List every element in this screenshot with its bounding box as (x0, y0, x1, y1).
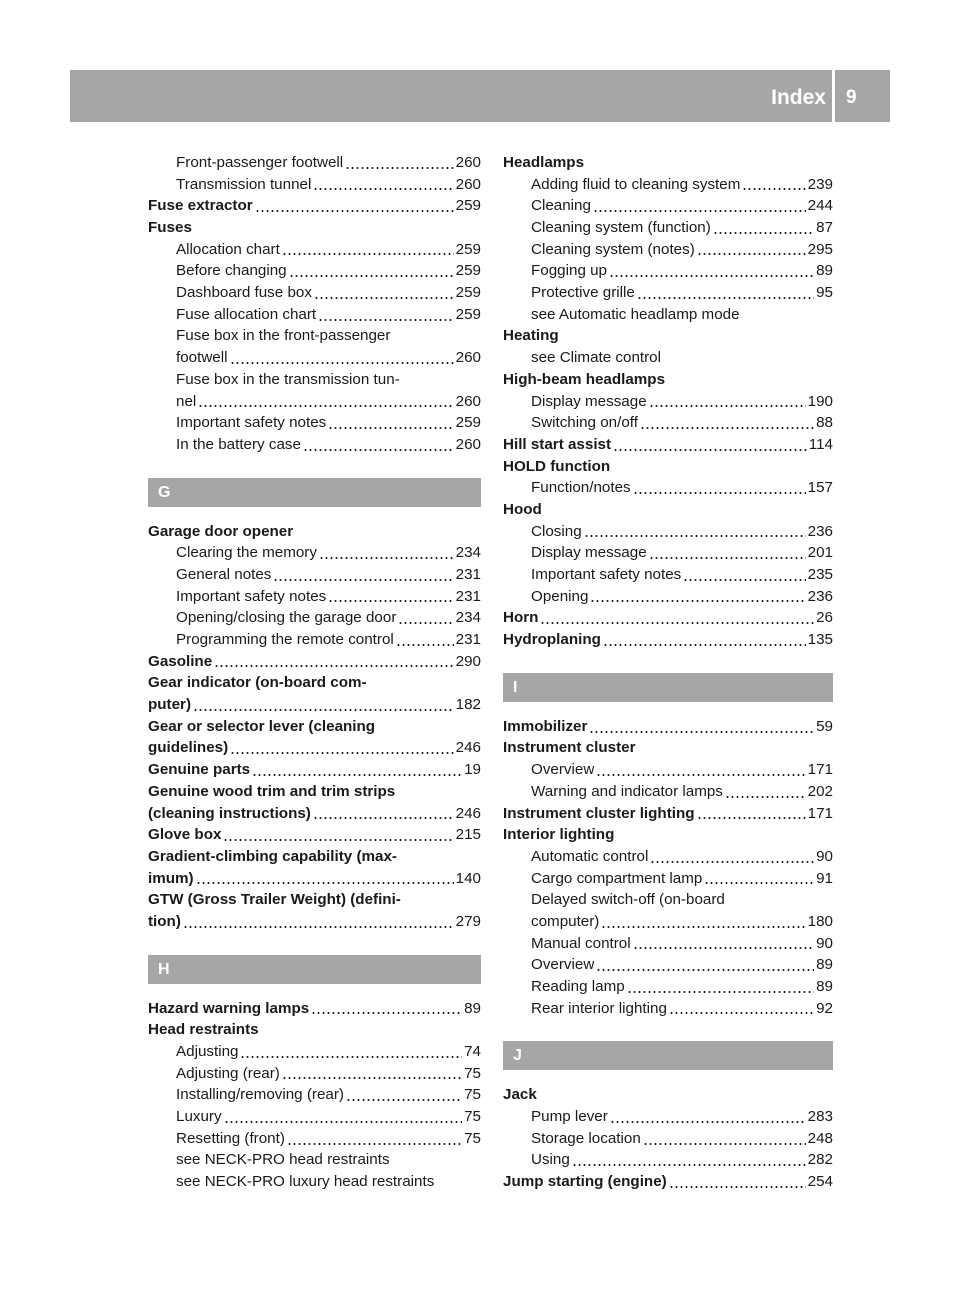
entry-label: Opening/closing the garage door (176, 609, 397, 627)
dot-leader (328, 427, 453, 429)
dot-leader (596, 774, 805, 776)
index-entry[interactable] (503, 629, 833, 651)
entry-page-number: 88 (816, 414, 833, 432)
index-entry[interactable] (503, 803, 833, 825)
dot-leader (601, 926, 805, 928)
dot-leader (273, 579, 453, 581)
dot-leader (713, 232, 814, 234)
entry-label: Hazard warning lamps (148, 999, 310, 1017)
index-column-left (148, 152, 481, 1193)
index-subentry (148, 326, 481, 348)
entry-label: see Automatic headlamp mode (531, 305, 740, 323)
index-entry (503, 456, 833, 478)
entry-label: Dashboard fuse box (176, 284, 312, 302)
index-entry (148, 217, 481, 239)
dot-leader (183, 926, 454, 928)
entry-label: Genuine wood trim and trim strips (148, 782, 396, 800)
entry-page-number: 254 (807, 1173, 833, 1191)
index-subentry[interactable] (148, 1128, 481, 1150)
entry-label: GTW (Gross Trailer Weight) (defini- (148, 891, 401, 909)
index-subentry (503, 304, 833, 326)
index-subentry[interactable] (148, 239, 481, 261)
entry-page-number: 202 (807, 782, 833, 800)
index-subentry[interactable] (503, 868, 833, 890)
entry-label: Closing (531, 522, 582, 540)
entry-label: Display message (531, 392, 647, 410)
dot-leader (314, 297, 454, 299)
dot-leader (609, 275, 814, 277)
entry-page-number: 231 (455, 565, 481, 583)
dot-leader (196, 882, 454, 884)
index-subentry (503, 889, 833, 911)
dot-leader (697, 817, 806, 819)
entry-label: see NECK-PRO head restraints (176, 1151, 390, 1169)
index-subentry[interactable] (503, 477, 833, 499)
entry-page-number: 75 (464, 1129, 481, 1147)
index-entry[interactable] (148, 998, 481, 1020)
entry-page-number: 89 (816, 262, 833, 280)
entry-page-number: 246 (455, 739, 481, 757)
entry-label: Genuine parts (148, 761, 251, 779)
index-subentry[interactable] (503, 412, 833, 434)
entry-page-number: 75 (464, 1064, 481, 1082)
entry-page-number: 91 (816, 869, 833, 887)
entry-label: Headlamps (503, 153, 585, 171)
index-entry (148, 781, 481, 803)
dot-leader (603, 644, 806, 646)
index-entry (503, 738, 833, 760)
entry-page-number: 236 (807, 587, 833, 605)
dot-leader (240, 1056, 462, 1058)
index-entry[interactable] (148, 911, 481, 933)
index-subentry[interactable] (148, 542, 481, 564)
entry-label: Automatic control (531, 847, 649, 865)
dot-leader (643, 1143, 806, 1145)
entry-label: footwell (176, 349, 228, 367)
index-entry[interactable] (503, 716, 833, 738)
dot-leader (223, 839, 453, 841)
entry-label: see Climate control (531, 349, 661, 367)
dot-leader (287, 1143, 462, 1145)
dot-leader (649, 557, 806, 559)
index-subentry[interactable] (148, 412, 481, 434)
entry-label: Hood (503, 500, 542, 518)
dot-leader (725, 796, 806, 798)
index-subentry[interactable] (503, 976, 833, 998)
entry-label: Instrument cluster (503, 739, 636, 757)
dot-leader (704, 882, 814, 884)
dot-leader (589, 731, 814, 733)
entry-label: Fuse extractor (148, 197, 253, 215)
index-entry[interactable] (148, 824, 481, 846)
index-subentry[interactable] (503, 933, 833, 955)
entry-label: Hill start assist (503, 435, 612, 453)
index-subentry[interactable] (148, 1063, 481, 1085)
entry-page-number: 239 (807, 175, 833, 193)
entry-page-number: 234 (455, 609, 481, 627)
index-subentry[interactable] (503, 1106, 833, 1128)
dot-leader (637, 297, 814, 299)
entry-page-number: 215 (455, 826, 481, 844)
entry-label: HOLD function (503, 457, 611, 475)
index-subentry[interactable] (503, 998, 833, 1020)
index-subentry[interactable] (503, 282, 833, 304)
dot-leader (345, 167, 454, 169)
entry-label: Rear interior lighting (531, 999, 667, 1017)
page-number: 9 (846, 87, 857, 108)
index-subentry (148, 1171, 481, 1193)
index-entry (503, 499, 833, 521)
entry-label: (cleaning instructions) (148, 804, 311, 822)
index-subentry[interactable] (503, 260, 833, 282)
entry-page-number: 89 (816, 956, 833, 974)
entry-label: Gasoline (148, 652, 213, 670)
index-subentry[interactable] (148, 347, 481, 369)
entry-page-number: 59 (816, 717, 833, 735)
index-subentry[interactable] (503, 239, 833, 261)
index-entry[interactable] (148, 738, 481, 760)
dot-leader (313, 817, 454, 819)
index-subentry[interactable] (503, 542, 833, 564)
entry-label: Fuses (148, 219, 192, 237)
entry-label: nel (176, 392, 197, 410)
entry-label: Function/notes (531, 479, 631, 497)
entry-label: Front-passenger footwell (176, 153, 344, 171)
index-subentry[interactable] (503, 759, 833, 781)
dot-leader (669, 1012, 814, 1014)
index-entry (148, 889, 481, 911)
entry-label: Protective grille (531, 284, 635, 302)
dot-leader (193, 709, 454, 711)
entry-page-number: 248 (807, 1129, 833, 1147)
index-entry (503, 1084, 833, 1106)
dot-leader (590, 600, 805, 602)
entry-label: Cleaning system (notes) (531, 240, 695, 258)
entry-label: puter) (148, 696, 192, 714)
index-subentry[interactable] (148, 434, 481, 456)
entry-page-number: 90 (816, 847, 833, 865)
dot-leader (311, 1012, 462, 1014)
entry-label: Head restraints (148, 1021, 259, 1039)
entry-label: Allocation chart (176, 240, 280, 258)
index-subentry[interactable] (503, 521, 833, 543)
section-letter-h: H (148, 955, 481, 984)
entry-page-number: 259 (455, 262, 481, 280)
index-entry (148, 846, 481, 868)
index-subentry (503, 347, 833, 369)
dot-leader (328, 600, 453, 602)
index-entry[interactable] (148, 803, 481, 825)
entry-page-number: 260 (455, 392, 481, 410)
entry-page-number: 75 (464, 1108, 481, 1126)
dot-leader (633, 492, 806, 494)
index-entry (148, 521, 481, 543)
dot-leader (650, 861, 814, 863)
entry-label: Garage door opener (148, 522, 294, 540)
section-letter-g: G (148, 478, 481, 507)
dot-leader (198, 405, 453, 407)
index-subentry[interactable] (148, 304, 481, 326)
entry-page-number: 295 (807, 240, 833, 258)
dot-leader (282, 1077, 462, 1079)
entry-label: Interior lighting (503, 826, 615, 844)
entry-page-number: 259 (455, 414, 481, 432)
header-divider (832, 70, 835, 122)
dot-leader (596, 969, 814, 971)
entry-label: Fogging up (531, 262, 607, 280)
index-subentry[interactable] (148, 391, 481, 413)
dot-leader (683, 579, 805, 581)
dot-leader (593, 210, 806, 212)
entry-label: Display message (531, 544, 647, 562)
entry-label: In the battery case (176, 435, 301, 453)
index-subentry[interactable] (503, 1150, 833, 1172)
entry-page-number: 279 (455, 912, 481, 930)
index-subentry[interactable] (148, 282, 481, 304)
entry-page-number: 74 (464, 1043, 481, 1061)
entry-page-number: 135 (807, 631, 833, 649)
entry-label: Horn (503, 609, 539, 627)
dot-leader (319, 557, 454, 559)
entry-label: Immobilizer (503, 717, 588, 735)
entry-page-number: 246 (455, 804, 481, 822)
dot-leader (289, 275, 454, 277)
index-subentry[interactable] (503, 564, 833, 586)
entry-page-number: 235 (807, 566, 833, 584)
dot-leader (610, 1121, 806, 1123)
dot-leader (214, 665, 454, 667)
index-subentry[interactable] (503, 586, 833, 608)
dot-leader (346, 1099, 462, 1101)
index-entry[interactable] (503, 1171, 833, 1193)
entry-label: Fuse box in the front-passenger (176, 327, 391, 345)
dot-leader (396, 644, 454, 646)
entry-page-number: 236 (807, 522, 833, 540)
entry-label: Adding fluid to cleaning system (531, 175, 741, 193)
entry-label: Installing/removing (rear) (176, 1086, 344, 1104)
index-entry[interactable] (148, 694, 481, 716)
index-subentry[interactable] (503, 1128, 833, 1150)
entry-page-number: 89 (464, 999, 481, 1017)
entry-page-number: 95 (816, 284, 833, 302)
index-subentry[interactable] (148, 152, 481, 174)
entry-label: Important safety notes (176, 414, 327, 432)
index-entry[interactable] (503, 434, 833, 456)
entry-label: Clearing the memory (176, 544, 317, 562)
dot-leader (252, 774, 462, 776)
entry-label: Luxury (176, 1108, 222, 1126)
entry-label: computer) (531, 912, 600, 930)
entry-label: Glove box (148, 826, 222, 844)
entry-page-number: 260 (455, 435, 481, 453)
entry-page-number: 260 (455, 175, 481, 193)
dot-leader (640, 427, 814, 429)
index-entry[interactable] (148, 759, 481, 781)
entry-label: Programming the remote control (176, 631, 394, 649)
index-subentry[interactable] (503, 217, 833, 239)
entry-label: Jack (503, 1086, 537, 1104)
entry-label: Cleaning system (function) (531, 219, 711, 237)
index-subentry (148, 1150, 481, 1172)
entry-page-number: 231 (455, 587, 481, 605)
dot-leader (282, 253, 454, 255)
entry-label: Adjusting (176, 1043, 239, 1061)
dot-leader (584, 535, 806, 537)
dot-leader (230, 752, 453, 754)
entry-page-number: 244 (807, 197, 833, 215)
entry-page-number: 201 (807, 544, 833, 562)
dot-leader (313, 188, 453, 190)
entry-label: Transmission tunnel (176, 175, 312, 193)
entry-label: guidelines) (148, 739, 229, 757)
entry-page-number: 140 (455, 869, 481, 887)
entry-label: Cleaning (531, 197, 591, 215)
dot-leader (255, 210, 454, 212)
index-subentry[interactable] (148, 1041, 481, 1063)
dot-leader (697, 253, 806, 255)
entry-label: Delayed switch-off (on-board (531, 891, 725, 909)
entry-page-number: 259 (455, 305, 481, 323)
index-entry (148, 672, 481, 694)
index-entry (503, 152, 833, 174)
entry-page-number: 259 (455, 197, 481, 215)
entry-label: Cargo compartment lamp (531, 869, 703, 887)
entry-page-number: 259 (455, 284, 481, 302)
index-subentry[interactable] (503, 781, 833, 803)
entry-page-number: 19 (464, 761, 481, 779)
entry-label: Opening (531, 587, 589, 605)
index-subentry[interactable] (148, 586, 481, 608)
index-entry[interactable] (503, 607, 833, 629)
entry-label: Switching on/off (531, 414, 638, 432)
entry-label: Adjusting (rear) (176, 1064, 280, 1082)
dot-leader (669, 1186, 806, 1188)
dot-leader (572, 1164, 806, 1166)
entry-label: tion) (148, 912, 181, 930)
dot-leader (613, 449, 807, 451)
entry-label: Reading lamp (531, 978, 625, 996)
index-subentry[interactable] (148, 1084, 481, 1106)
entry-label: Important safety notes (531, 566, 682, 584)
index-entry (503, 824, 833, 846)
entry-page-number: 234 (455, 544, 481, 562)
entry-page-number: 283 (807, 1108, 833, 1126)
entry-page-number: 182 (455, 696, 481, 714)
entry-label: Heating (503, 327, 559, 345)
entry-page-number: 90 (816, 934, 833, 952)
index-column-right (503, 152, 833, 1193)
entry-label: Using (531, 1151, 570, 1169)
index-entry (148, 716, 481, 738)
entry-label: Hydroplaning (503, 631, 601, 649)
entry-page-number: 180 (807, 912, 833, 930)
entry-page-number: 231 (455, 631, 481, 649)
dot-leader (398, 622, 453, 624)
entry-label: Fuse box in the transmission tun- (176, 370, 400, 388)
index-subentry[interactable] (503, 846, 833, 868)
entry-label: Gear or selector lever (cleaning (148, 717, 376, 735)
entry-label: imum) (148, 869, 194, 887)
entry-label: Manual control (531, 934, 631, 952)
dot-leader (318, 319, 454, 321)
index-subentry (148, 369, 481, 391)
index-subentry[interactable] (503, 911, 833, 933)
entry-label: Overview (531, 956, 595, 974)
index-subentry[interactable] (503, 391, 833, 413)
entry-label: Instrument cluster lighting (503, 804, 695, 822)
entry-label: Pump lever (531, 1108, 608, 1126)
index-entry[interactable] (148, 868, 481, 890)
index-entry[interactable] (148, 651, 481, 673)
entry-page-number: 282 (807, 1151, 833, 1169)
index-entry (503, 326, 833, 348)
entry-label: High-beam headlamps (503, 370, 666, 388)
entry-page-number: 171 (807, 761, 833, 779)
entry-page-number: 260 (455, 153, 481, 171)
entry-label: Overview (531, 761, 595, 779)
entry-label: Storage location (531, 1129, 641, 1147)
dot-leader (224, 1121, 463, 1123)
section-letter-i: I (503, 673, 833, 702)
entry-page-number: 157 (807, 479, 833, 497)
entry-label: Jump starting (engine) (503, 1173, 667, 1191)
index-entry (148, 1019, 481, 1041)
index-entry (503, 369, 833, 391)
dot-leader (649, 405, 806, 407)
index-subentry[interactable] (503, 195, 833, 217)
entry-page-number: 259 (455, 240, 481, 258)
index-subentry[interactable] (148, 174, 481, 196)
entry-label: Resetting (front) (176, 1129, 285, 1147)
entry-label: Fuse allocation chart (176, 305, 317, 323)
index-subentry[interactable] (148, 260, 481, 282)
entry-page-number: 26 (816, 609, 833, 627)
entry-label: Warning and indicator lamps (531, 782, 723, 800)
entry-label: Gear indicator (on-board com- (148, 674, 367, 692)
page-section-title: Index (771, 86, 826, 109)
entry-label: see NECK-PRO luxury head restraints (176, 1173, 435, 1191)
entry-page-number: 171 (807, 804, 833, 822)
entry-label: Gradient-climbing capability (max- (148, 847, 397, 865)
entry-page-number: 290 (455, 652, 481, 670)
index-subentry[interactable] (148, 607, 481, 629)
dot-leader (540, 622, 814, 624)
entry-page-number: 87 (816, 219, 833, 237)
dot-leader (627, 991, 814, 993)
entry-page-number: 92 (816, 999, 833, 1017)
index-subentry[interactable] (148, 1106, 481, 1128)
entry-label: Important safety notes (176, 587, 327, 605)
entry-label: General notes (176, 565, 272, 583)
index-subentry[interactable] (503, 174, 833, 196)
dot-leader (742, 188, 805, 190)
entry-page-number: 260 (455, 349, 481, 367)
entry-page-number: 89 (816, 978, 833, 996)
dot-leader (303, 449, 454, 451)
dot-leader (230, 362, 454, 364)
index-entry[interactable] (148, 195, 481, 217)
entry-page-number: 114 (808, 435, 833, 453)
section-letter-j: J (503, 1041, 833, 1070)
entry-page-number: 75 (464, 1086, 481, 1104)
dot-leader (633, 947, 814, 949)
index-subentry[interactable] (503, 954, 833, 976)
entry-page-number: 190 (807, 392, 833, 410)
index-subentry[interactable] (148, 629, 481, 651)
entry-label: Before changing (176, 262, 287, 280)
index-subentry[interactable] (148, 564, 481, 586)
